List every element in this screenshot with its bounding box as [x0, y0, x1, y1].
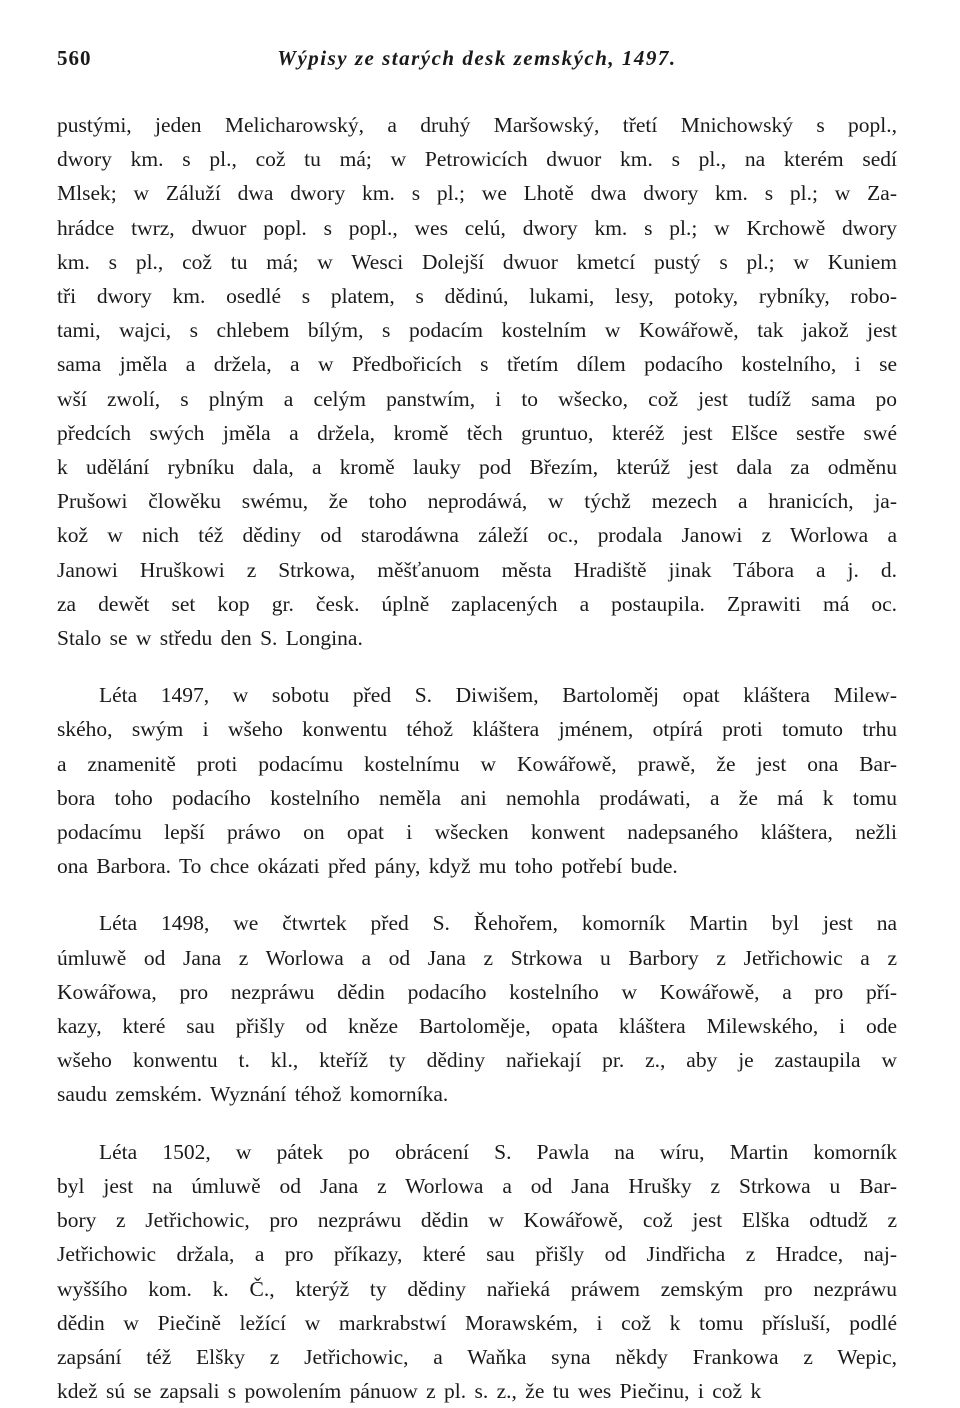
text-line: kož w nich též dědiny od starodáwna záleží oc., prodala Janowi z Worlowa a: [57, 523, 897, 548]
text-line: wyššího kom. k. Č., kterýž ty dědiny nařieká práwem zemským pro nezpráwu: [57, 1276, 897, 1301]
text-line: tami, wajci, s chlebem bílým, s podacím kostelním w Kowářowě, tak jakož jest: [57, 318, 897, 343]
text-line: Léta 1498, we čtwrtek před S. Řehořem, komorník Martin byl jest na: [99, 911, 897, 936]
paragraph-sale-record: [57, 108, 897, 655]
text-line: dwory km. s pl., což tu má; w Petrowicích dwuor km. s pl., na kterém sedí: [57, 147, 897, 172]
text-line: sama jměla a držela, a w Předbořicích s třetím dílem podacího kostelního, i se: [57, 352, 897, 377]
text-line: Léta 1502, w pátek po obrácení S. Pawla na wíru, Martin komorník: [99, 1139, 897, 1164]
text-line: podacímu lepší práwo on opat i wšecken konwent nadepsaného kláštera, nežli: [57, 820, 897, 845]
text-line: Prušowi člowěku swému, že toho neprodáwá, w týchž mezech a hranicích, ja-: [57, 489, 897, 514]
running-head: [57, 40, 897, 80]
text-line: bory z Jetřichowic, pro nezpráwu dědin w Kowářowě, což jest Elška odtudž z: [57, 1208, 897, 1233]
paragraph-1497-objection: [57, 678, 897, 883]
text-line: úmluwě od Jana z Worlowa a od Jana z Strkowa u Barbory z Jetřichowic a z: [57, 945, 897, 970]
body-text: [57, 108, 897, 1408]
text-line: Janowi Hruškowi z Strkowa, měšťanuom města Hradiště jinak Tábora a j. d.: [57, 557, 897, 582]
text-line: wšeho konwentu t. kl., kteříž ty dědiny nařiekají pr. z., aby je zastaupila w: [57, 1048, 897, 1073]
text-line: Stalo se w středu den S. Longina.: [57, 626, 363, 651]
text-line: předcích swých jměla a držela, kromě těch gruntuo, kteréž jest Elšce sestře swé: [57, 420, 897, 445]
page-number: 560: [57, 46, 92, 70]
text-line: kdež sú se zapsali s powolením pánuow z pl. s. z., že tu wes Piečinu, i což k: [57, 1379, 762, 1404]
text-line: kazy, které sau přišly od kněze Bartoloměje, opata kláštera Milewského, i ode: [57, 1014, 897, 1039]
paragraph-1498-agreement: [57, 906, 897, 1111]
text-line: zapsání též Elšky z Jetřichowic, a Waňka syna někdy Frankowa z Wepic,: [57, 1344, 897, 1369]
text-line: za dewět set kop gr. česk. úplně zaplacených a postaupila. Zprawiti má oc.: [57, 591, 897, 616]
text-line: a znamenitě proti podacímu kostelnímu w Kowářowě, prawě, že jest ona Bar-: [57, 751, 897, 776]
text-line: Mlsek; w Záluží dwa dwory km. s pl.; we Lhotě dwa dwory km. s pl.; w Za-: [57, 181, 897, 206]
text-line: ona Barbora. To chce okázati před pány, když mu toho potřebí bude.: [57, 854, 678, 879]
text-line: Jetřichowic držala, a pro příkazy, které sau přišly od Jindřicha z Hradce, naj-: [57, 1242, 897, 1267]
text-line: ského, swým i wšeho konwentu téhož kláštera jménem, otpírá proti tomuto trhu: [57, 717, 897, 742]
text-line: hrádce twrz, dwuor popl. s popl., wes celú, dwory km. s pl.; w Krchowě dwory: [57, 215, 897, 240]
text-line: saudu zemském. Wyznání téhož komorníka.: [57, 1082, 449, 1107]
running-title: Wýpisy ze starých desk zemských, 1497.: [277, 46, 677, 70]
text-line: Kowářowa, pro nezpráwu dědin podacího kostelního w Kowářowě, a pro pří-: [57, 979, 897, 1004]
text-line: pustými, jeden Melicharowský, a druhý Maršowský, třetí Mnichowský s popl.,: [57, 113, 897, 137]
text-line: byl jest na úmluwě od Jana z Worlowa a od Jana Hrušky z Strkowa u Bar-: [57, 1173, 897, 1198]
paragraph-1502-agreement: [57, 1135, 897, 1408]
text-line: km. s pl., což tu má; w Wesci Dolejší dwuor kmetcí pustý s pl.; w Kuniem: [57, 249, 897, 274]
text-line: Léta 1497, w sobotu před S. Diwišem, Bartoloměj opat kláštera Milew-: [99, 683, 897, 708]
text-line: wší zwolí, s plným a celým panstwím, i to wšecko, což jest tudíž sama po: [57, 386, 897, 411]
text-line: tři dwory km. osedlé s platem, s dědinú, lukami, lesy, potoky, rybníky, robo-: [57, 284, 897, 309]
text-line: dědin w Piečině ležící w markrabstwí Morawském, i což k tomu přísluší, podlé: [57, 1310, 897, 1335]
book-page: [57, 40, 897, 1404]
text-line: k udělání rybníku dala, a kromě lauky pod Březím, kterúž jest dala za odměnu: [57, 455, 897, 480]
text-line: bora toho podacího kostelního neměla ani nemohla prodáwati, a že má k tomu: [57, 785, 897, 810]
